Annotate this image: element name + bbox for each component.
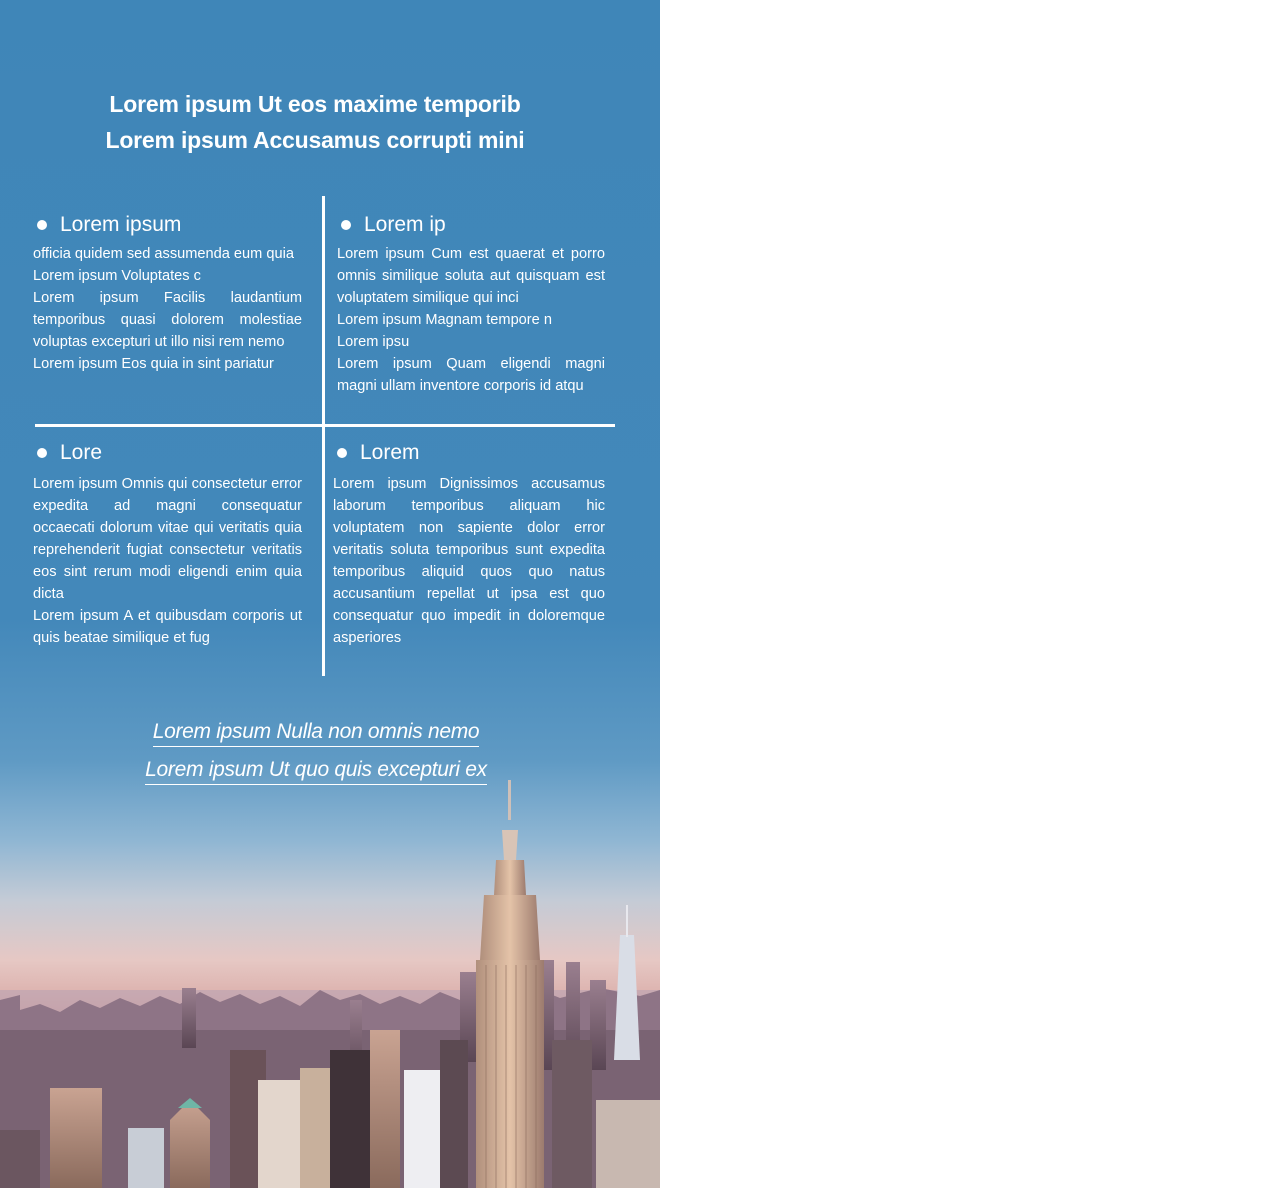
cell-paragraph: Lorem ipsum Omnis qui consectetur error expedita ad magni consequatur occaecati dolorum vitae qui veritatis quia reprehenderit fugiat consectetur veritatis eos sint rerum modi eligendi enim quia dicta <box>33 476 302 602</box>
cell-paragraph: Lorem ipsum A et quibusdam corporis ut quis beatae similique et fug <box>33 608 302 646</box>
cell-heading-text: Lore <box>60 441 103 464</box>
cell-paragraph: Lorem ipsum Facilis laudantium temporibus quasi dolorem molestiae voluptas excepturi ut illo nisi rem nemo <box>33 290 302 350</box>
cell-heading <box>337 210 605 240</box>
cell-paragraph: Lorem ipsum Magnam tempore n <box>337 312 552 328</box>
cell-paragraph: Lorem ipsu <box>337 334 410 350</box>
page-title <box>0 86 630 158</box>
cell-body <box>33 473 302 649</box>
cell-heading-text: Lorem <box>360 441 420 464</box>
blank-area <box>660 0 1280 1188</box>
bullet-icon <box>337 448 347 458</box>
info-cell-bottom-left <box>33 438 302 649</box>
bullet-icon <box>37 220 47 230</box>
link-group <box>0 718 632 794</box>
grid-horizontal-divider <box>35 424 615 427</box>
cell-heading <box>333 438 605 468</box>
cell-paragraph: Lorem ipsum Cum est quaerat et porro omnis similique soluta aut quisquam est voluptatem similique qui inci <box>337 246 605 306</box>
cell-paragraph: Lorem ipsum Eos quia in sint pariatur <box>33 356 274 372</box>
bullet-icon <box>37 448 47 458</box>
cell-paragraph: Lorem ipsum Dignissimos accusamus laborum temporibus aliquam hic voluptatem non sapiente dolor error veritatis soluta temporibus sunt expedita temporibus aliquid quos quo natus accusantium repellat ut ipsa est quo consequatur quo impedit in doloremque asperiores <box>333 476 605 646</box>
info-cell-top-left <box>33 210 302 375</box>
link-1[interactable]: Lorem ipsum Nulla non omnis nemo <box>153 718 480 747</box>
grid-vertical-divider <box>322 196 325 676</box>
cell-paragraph: officia quidem sed assumenda eum quia <box>33 246 294 262</box>
cell-heading-text: Lorem ip <box>364 213 446 236</box>
cell-body <box>333 473 605 649</box>
title-line-1: Lorem ipsum Ut eos maxime temporib <box>109 91 521 117</box>
link-2[interactable]: Lorem ipsum Ut quo quis excepturi ex <box>145 756 487 785</box>
cell-paragraph: Lorem ipsum Voluptates c <box>33 268 201 284</box>
cell-heading-text: Lorem ipsum <box>60 213 182 236</box>
cell-body <box>33 243 302 375</box>
info-cell-bottom-right <box>333 438 605 649</box>
cell-heading <box>33 210 302 240</box>
info-cell-top-right <box>337 210 605 397</box>
bullet-icon <box>341 220 351 230</box>
cell-body <box>337 243 605 397</box>
title-line-2: Lorem ipsum Accusamus corrupti mini <box>105 127 525 153</box>
cell-paragraph: Lorem ipsum Quam eligendi magni magni ullam inventore corporis id atqu <box>337 356 605 394</box>
cell-heading <box>33 438 302 468</box>
